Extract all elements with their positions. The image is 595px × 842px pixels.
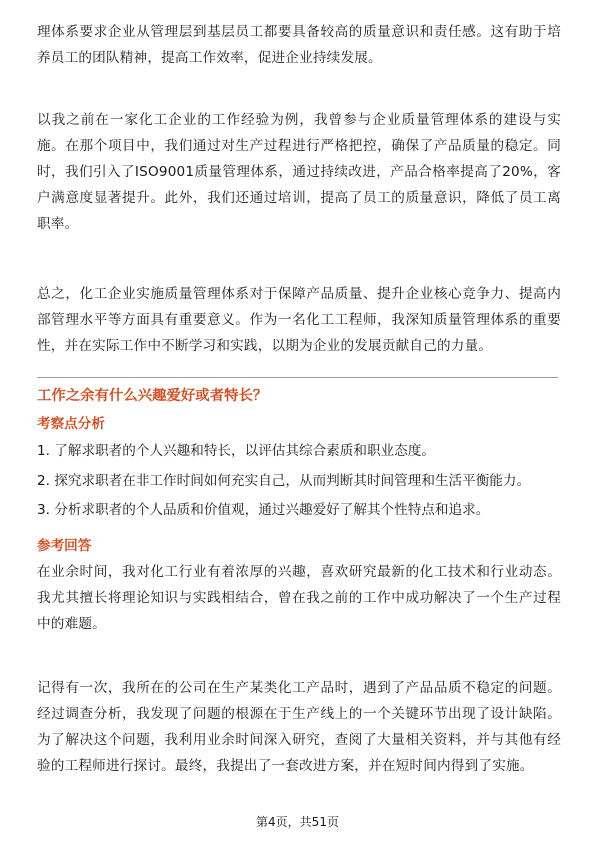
page-footer: 第4页，共51页 (256, 815, 339, 829)
analysis-item: 1. 了解求职者的个人兴趣和特长，以评估其综合素质和职业态度。 (37, 443, 435, 459)
paragraph-experience-example: 以我之前在一家化工企业的工作经验为例，我曾参与企业质量管理体系的建设与实施。在那个项目中，我们通过对生产过程进行严格把控，确保了产品质量的稳定。同时，我们引入了ISO9001质量管理体系，通过持续改进，产品合格率提高了20%，客户满意度显著提升。此外，我们还通过培训，提高了员工的质量意识，降低了员工离职率。 (37, 112, 561, 232)
answer-label: 参考回答 (37, 538, 92, 554)
analysis-label: 考察点分析 (37, 416, 105, 432)
answer-paragraph-story: 记得有一次，我所在的公司在生产某类化工产品时，遇到了产品品质不稳定的问题。经过调查分析，我发现了问题的根源在于生产线上的一个关键环节出现了设计缺陷。为了解决这个问题，我利用业余时间深入研究，查阅了大量相关资料，并与其他有经验的工程师进行探讨。最终，我提出了一套改进方案，并在短时间内得到了实施。 (37, 680, 561, 774)
section-divider (37, 377, 558, 378)
answer-paragraph-interest: 在业余时间，我对化工行业有着浓厚的兴趣，喜欢研究最新的化工技术和行业动态。我尤其擅长将理论知识与实践相结合，曾在我之前的工作中成功解决了一个生产过程中的难题。 (37, 564, 561, 632)
paragraph-conclusion: 总之，化工企业实施质量管理体系对于保障产品质量、提升企业核心竞争力、提高内部管理水平等方面具有重要意义。作为一名化工工程师，我深知质量管理体系的重要性，并在实际工作中不断学习和实践，以期为企业的发展贡献自己的力量。 (37, 286, 561, 354)
analysis-item: 3. 分析求职者的个人品质和价值观，通过兴趣爱好了解其个性特点和追求。 (37, 502, 490, 518)
paragraph-intro-continued: 理体系要求企业从管理层到基层员工都要具备较高的质量意识和责任感。这有助于培养员工的团队精神，提高工作效率，促进企业持续发展。 (37, 24, 561, 66)
question-heading: 工作之余有什么兴趣爱好或者特长？ (37, 388, 268, 404)
analysis-item: 2. 探究求职者在非工作时间如何充实自己，从而判断其时间管理和生活平衡能力。 (37, 473, 531, 489)
